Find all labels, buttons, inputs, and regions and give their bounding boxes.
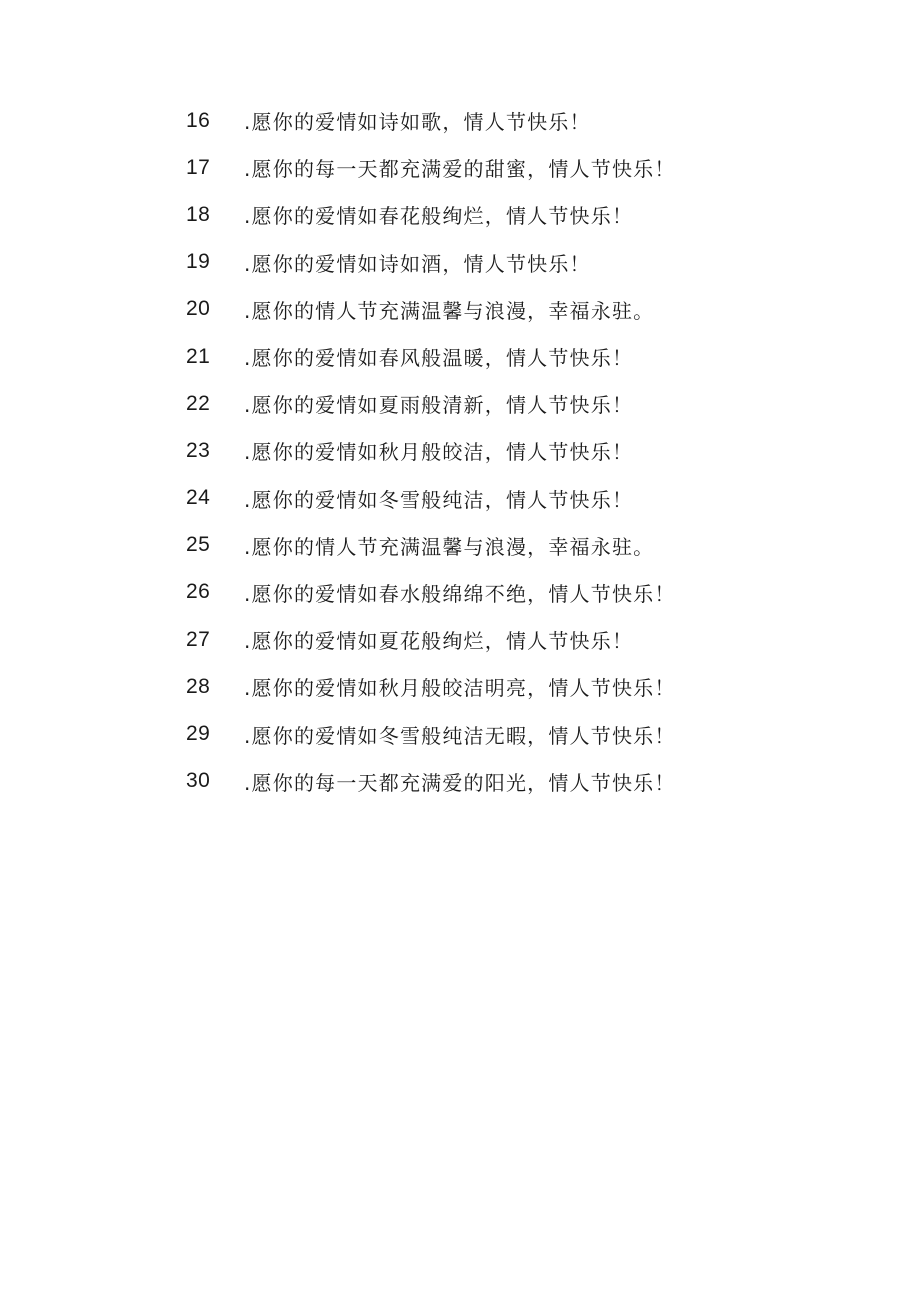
item-number: 27 [186, 627, 211, 651]
list-item [186, 616, 676, 663]
list-item [186, 97, 676, 144]
list-item [186, 569, 676, 616]
item-number: 16 [186, 108, 211, 132]
list-item [186, 144, 676, 191]
list-item [186, 333, 676, 380]
item-text: .愿你的爱情如冬雪般纯洁，情人节快乐！ [244, 487, 634, 512]
item-number: 20 [186, 297, 211, 321]
item-number: 18 [186, 202, 211, 226]
item-text: .愿你的爱情如秋月般皎洁明亮，情人节快乐！ [244, 676, 676, 701]
list-item [186, 427, 676, 474]
item-text: .愿你的爱情如夏花般绚烂，情人节快乐！ [244, 629, 634, 654]
item-text: .愿你的情人节充满温馨与浪漫，幸福永驻。 [244, 298, 655, 323]
list-item [186, 191, 676, 238]
item-text: .愿你的每一天都充满爱的甜蜜，情人节快乐！ [244, 157, 676, 182]
item-number: 17 [186, 155, 211, 179]
item-text: .愿你的情人节充满温馨与浪漫，幸福永驻。 [244, 534, 655, 559]
list-item [186, 380, 676, 427]
item-text: .愿你的爱情如夏雨般清新，情人节快乐！ [244, 393, 634, 418]
item-number: 19 [186, 250, 211, 274]
item-number: 25 [186, 533, 211, 557]
item-text: .愿你的每一天都充满爱的阳光，情人节快乐！ [244, 770, 676, 795]
list-item [186, 663, 676, 710]
item-number: 26 [186, 580, 211, 604]
item-number: 28 [186, 674, 211, 698]
list-item [186, 239, 676, 286]
wish-list [186, 97, 676, 805]
list-item [186, 286, 676, 333]
list-item [186, 758, 676, 805]
item-number: 29 [186, 722, 211, 746]
item-text: .愿你的爱情如秋月般皎洁，情人节快乐！ [244, 440, 634, 465]
item-text: .愿你的爱情如春花般绚烂，情人节快乐！ [244, 204, 634, 229]
item-number: 22 [186, 391, 211, 415]
item-number: 23 [186, 438, 211, 462]
list-item [186, 522, 676, 569]
item-text: .愿你的爱情如春风般温暖，情人节快乐！ [244, 346, 634, 371]
list-item [186, 475, 676, 522]
item-text: .愿你的爱情如冬雪般纯洁无暇，情人节快乐！ [244, 723, 676, 748]
item-number: 30 [186, 769, 211, 793]
list-item [186, 710, 676, 757]
item-text: .愿你的爱情如春水般绵绵不绝，情人节快乐！ [244, 581, 676, 606]
item-text: .愿你的爱情如诗如酒，情人节快乐！ [244, 251, 591, 276]
item-text: .愿你的爱情如诗如歌，情人节快乐！ [244, 110, 591, 135]
item-number: 21 [186, 344, 211, 368]
item-number: 24 [186, 486, 211, 510]
